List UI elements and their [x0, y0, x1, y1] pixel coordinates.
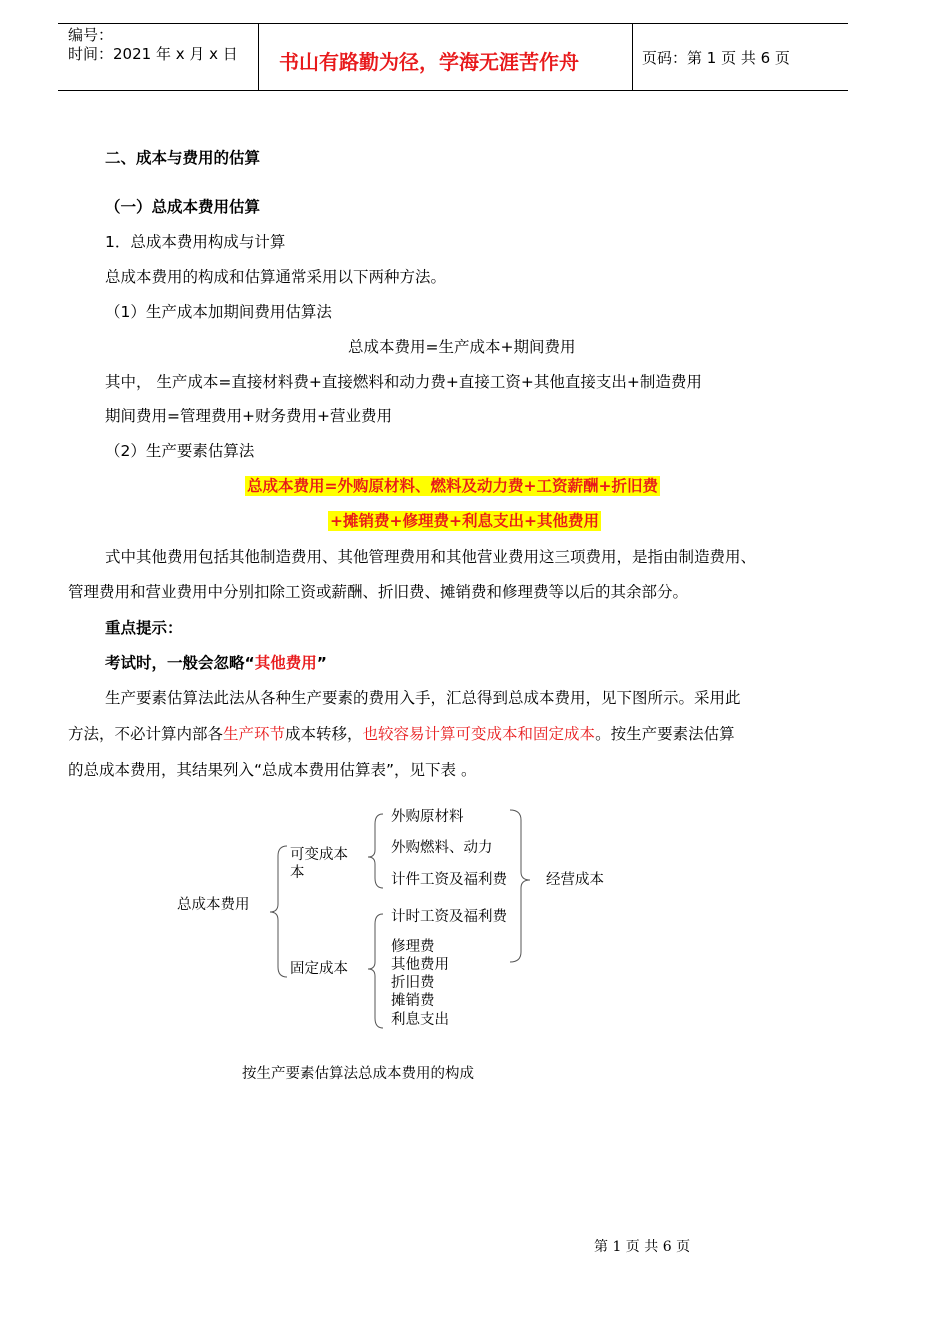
- method1-title: （1）生产成本加期间费用估算法: [105, 303, 332, 321]
- fixed-item-repair: 修理费: [391, 939, 435, 955]
- formula-1-note-period: 期间费用=管理费用+财务费用+营业费用: [105, 407, 392, 425]
- intro-paragraph: 总成本费用的构成和估算通常采用以下两种方法。: [105, 268, 447, 286]
- diagram-root-label: 总成本费用: [177, 897, 250, 913]
- paragraph-method-line-3: 的总成本费用，其结果列入“总成本费用估算表”，见下表 。: [68, 761, 477, 779]
- fixed-item-amortization: 摊销费: [391, 993, 435, 1009]
- method2-title: （2）生产要素估算法: [105, 442, 255, 460]
- key-point-label: 重点提示：: [105, 619, 183, 637]
- subsection-title: （一）总成本费用估算: [105, 198, 261, 216]
- root-brace: [270, 846, 287, 977]
- document-number-label: 编号：: [68, 26, 114, 44]
- fixed-item-time-wages: 计时工资及福利费: [391, 909, 507, 925]
- variable-item-piece-wages: 计件工资及福利费: [391, 872, 507, 888]
- operating-brace: [510, 810, 530, 962]
- diagram-caption: 按生产要素估算法总成本费用的构成: [242, 1066, 474, 1082]
- fixed-item-depreciation: 折旧费: [391, 975, 435, 991]
- diagram-variable-cost-label: [290, 846, 348, 882]
- diagram-operating-cost-label: 经营成本: [546, 872, 604, 888]
- fixed-item-other: 其他费用: [391, 957, 449, 973]
- paragraph-other-costs-line-1: 式中其他费用包括其他制造费用、其他管理费用和其他营业费用这三项费用，是指由制造费用、: [105, 548, 757, 566]
- variable-cost-line-2: 本: [290, 865, 305, 881]
- item-heading: 1．总成本费用构成与计算: [105, 233, 286, 251]
- paragraph-method-red-2: 也较容易计算可变成本和固定成本: [362, 725, 596, 743]
- exam-tip-prefix: 考试时，一般会忽略“: [105, 654, 255, 672]
- formula-1-note-production: 其中， 生产成本=直接材料费+直接燃料和动力费+直接工资+其他直接支出+制造费用: [105, 373, 702, 391]
- formula-1: 总成本费用=生产成本+期间费用: [348, 338, 576, 356]
- variable-cost-line-1: 可变成本: [290, 847, 348, 863]
- paragraph-method-text-c: 。按生产要素法估算: [595, 725, 735, 743]
- section-title: 二、成本与费用的估算: [105, 149, 261, 167]
- formula-2-highlight-2: +摊销费+修理费+利息支出+其他费用: [330, 512, 599, 530]
- paragraph-other-costs-line-2: 管理费用和营业费用中分别扣除工资或薪酬、折旧费、摊销费和修理费等以后的其余部分。: [68, 583, 689, 601]
- diagram-fixed-cost-label: 固定成本: [290, 961, 348, 977]
- paragraph-method-text-a: 方法，不必计算内部各: [68, 725, 224, 743]
- footer-page-number: 第 1 页 共 6 页: [594, 1239, 691, 1255]
- paragraph-method-line-1: 生产要素估算法此法从各种生产要素的费用入手，汇总得到总成本费用，见下图所示。采用此: [105, 689, 741, 707]
- paragraph-method-red-1: 生产环节: [223, 725, 286, 743]
- paragraph-method-text-b: 成本转移，: [285, 725, 363, 743]
- fixed-item-interest: 利息支出: [391, 1012, 449, 1028]
- header-motto: 书山有路勤为径，学海无涯苦作舟: [279, 50, 579, 74]
- variable-item-raw-materials: 外购原材料: [391, 809, 464, 825]
- header-page-info: 页码：第 1 页 共 6 页: [642, 49, 790, 67]
- exam-tip-suffix: ”: [316, 654, 327, 672]
- fixed-brace: [368, 914, 383, 1028]
- variable-brace: [368, 814, 383, 888]
- exam-tip-emphasis: 其他费用: [254, 654, 317, 672]
- formula-2-highlight-1: 总成本费用=外购原材料、燃料及动力费+工资薪酬+折旧费: [247, 477, 658, 495]
- document-time: 时间：2021 年 x 月 x 日: [68, 45, 238, 63]
- variable-item-fuel-power: 外购燃料、动力: [391, 840, 493, 856]
